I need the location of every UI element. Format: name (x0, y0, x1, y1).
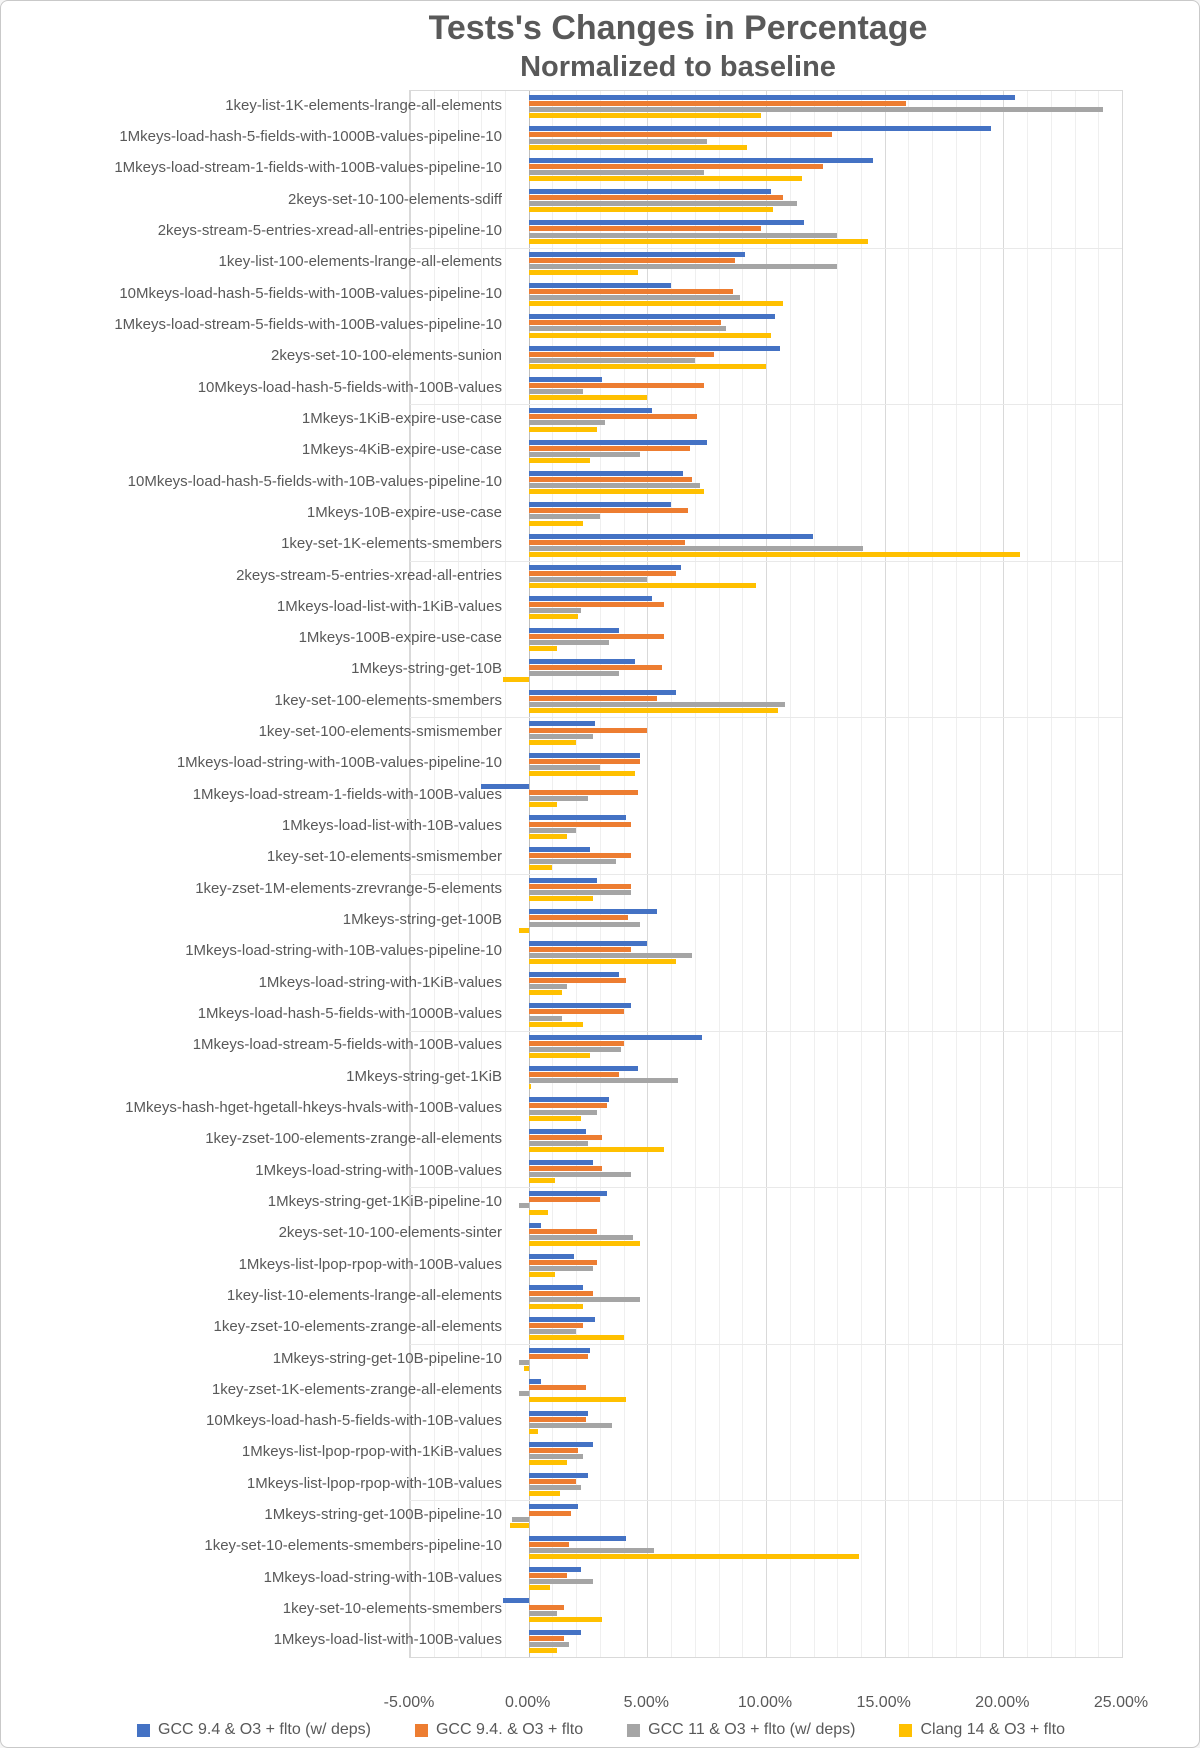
bar (529, 890, 631, 895)
bar (529, 659, 636, 664)
legend-item (899, 1721, 1065, 1739)
category-label: 1Mkeys-load-hash-5-fields-with-1000B-values-pipeline-10 (119, 129, 502, 145)
bar (529, 352, 714, 357)
category-label: 1Mkeys-list-lpop-rpop-with-100B-values (238, 1256, 502, 1273)
bar (529, 909, 657, 914)
gridline (410, 561, 1122, 562)
bar (529, 314, 776, 319)
bar (529, 1103, 607, 1108)
bar (529, 1223, 541, 1228)
bar (529, 1160, 593, 1165)
bar (529, 1285, 584, 1290)
x-tick-label: 5.00% (623, 1694, 669, 1711)
category-label: 1Mkeys-100B-expire-use-case (298, 630, 502, 647)
bar (529, 427, 598, 432)
category-label: 1Mkeys-load-stream-1-fields-with-100B-values (192, 786, 502, 803)
category-label: 2keys-set-10-100-elements-sunion (271, 348, 502, 365)
bar (529, 364, 766, 369)
bar (529, 1191, 607, 1196)
bar (529, 1078, 679, 1083)
bar (510, 1523, 529, 1528)
bar (529, 1053, 591, 1058)
bar (529, 552, 1020, 557)
category-label: 1Mkeys-load-string-with-10B-values (263, 1569, 502, 1586)
bar (529, 226, 762, 231)
bar (529, 1411, 588, 1416)
bar (529, 1385, 586, 1390)
bar (529, 583, 757, 588)
category-label: 1key-list-100-elements-lrange-all-elements (218, 254, 502, 271)
category-label: 1key-set-10-elements-smismember (266, 849, 502, 866)
bar (529, 377, 603, 382)
category-label: 1Mkeys-4KiB-expire-use-case (301, 442, 502, 459)
bar (529, 283, 671, 288)
bar (529, 953, 693, 958)
bar (529, 301, 783, 306)
bar (529, 1423, 612, 1428)
bar (529, 1611, 558, 1616)
legend-swatch (627, 1724, 640, 1737)
bar (529, 865, 553, 870)
category-label: 10Mkeys-load-hash-5-fields-with-100B-values-pipeline-10 (119, 285, 502, 302)
bar (529, 489, 705, 494)
bar (529, 239, 868, 244)
category-label: 1Mkeys-string-get-1KiB (346, 1068, 502, 1085)
bar (529, 565, 681, 570)
bar (529, 1147, 664, 1152)
bar (529, 702, 785, 707)
bar (529, 1304, 584, 1309)
bar (529, 571, 676, 576)
legend-item (627, 1721, 855, 1739)
bar (529, 614, 579, 619)
bar (529, 1084, 531, 1089)
bar (529, 1511, 572, 1516)
bar (529, 1554, 859, 1559)
gridline (410, 1500, 1122, 1501)
bar (529, 1297, 641, 1302)
legend-item (415, 1721, 583, 1739)
bar (529, 1642, 569, 1647)
bar (529, 884, 631, 889)
bar (529, 320, 721, 325)
bar (529, 1178, 555, 1183)
bar (529, 1072, 619, 1077)
bar (529, 1047, 622, 1052)
category-label: 1Mkeys-load-string-with-10B-values-pipeline-10 (185, 943, 502, 960)
gridline (410, 874, 1122, 875)
category-label: 1Mkeys-string-get-1KiB-pipeline-10 (267, 1193, 502, 1210)
category-label: 10Mkeys-load-hash-5-fields-with-10B-values-pipeline-10 (127, 473, 502, 490)
bar (529, 546, 864, 551)
legend-swatch (137, 1724, 150, 1737)
bar (519, 1360, 529, 1365)
bar (529, 896, 593, 901)
bar (529, 1485, 581, 1490)
bar (529, 502, 671, 507)
bar (529, 1035, 702, 1040)
bar (529, 1479, 577, 1484)
bar (529, 853, 631, 858)
bar (529, 878, 598, 883)
bar (529, 540, 686, 545)
bar (529, 596, 652, 601)
bar (529, 326, 726, 331)
bar (529, 1636, 565, 1641)
gridline (410, 1031, 1122, 1032)
bar (529, 802, 558, 807)
category-label: 1key-zset-1K-elements-zrange-all-elements (211, 1381, 502, 1398)
bar (529, 1542, 569, 1547)
category-label: 1Mkeys-load-string-with-100B-values (255, 1162, 502, 1179)
category-label: 1Mkeys-load-stream-5-fields-with-100B-values (192, 1037, 502, 1054)
bar (529, 608, 581, 613)
bar (529, 1473, 588, 1478)
bar (529, 984, 567, 989)
gridline (410, 1187, 1122, 1188)
bar (529, 139, 707, 144)
bar (529, 1016, 562, 1021)
bar (529, 671, 619, 676)
category-label: 1Mkeys-load-stream-1-fields-with-100B-values-pipeline-10 (114, 160, 502, 177)
category-label: 1Mkeys-load-list-with-1KiB-values (276, 598, 502, 615)
bar (529, 395, 648, 400)
bar (529, 195, 783, 200)
bar (529, 471, 683, 476)
bar (529, 1548, 655, 1553)
bar (529, 1129, 586, 1134)
bar (529, 389, 584, 394)
legend-label: GCC 11 & O3 + flto (w/ deps) (648, 1721, 856, 1738)
legend-item (137, 1721, 371, 1739)
bar (529, 978, 626, 983)
bar (529, 828, 577, 833)
bar (529, 1116, 581, 1121)
bar (529, 1009, 624, 1014)
bar (529, 1460, 567, 1465)
bar (529, 1003, 631, 1008)
bar (529, 790, 638, 795)
bar (529, 483, 700, 488)
bar (512, 1517, 529, 1522)
bar (529, 145, 747, 150)
category-label: 1Mkeys-string-get-10B-pipeline-10 (272, 1350, 502, 1367)
bar (529, 521, 584, 526)
bar (529, 440, 707, 445)
x-tick-label: 0.00% (505, 1694, 551, 1711)
bar (529, 990, 562, 995)
bar (529, 634, 664, 639)
bar (529, 577, 648, 582)
bar (529, 1254, 574, 1259)
bar (529, 1235, 633, 1240)
bar (529, 1291, 593, 1296)
bar (529, 458, 591, 463)
bar (529, 915, 629, 920)
legend-swatch (415, 1724, 428, 1737)
bar (529, 740, 577, 745)
x-tick-label: 20.00% (975, 1694, 1030, 1711)
bar (529, 1335, 624, 1340)
bar (529, 1241, 641, 1246)
bar (529, 233, 838, 238)
bar (529, 158, 873, 163)
category-label: 1key-list-1K-elements-lrange-all-elements (225, 97, 502, 114)
bar (519, 928, 529, 933)
category-label: 1key-zset-100-elements-zrange-all-elements (205, 1131, 502, 1148)
bar (529, 947, 631, 952)
bar (529, 358, 695, 363)
bar (529, 1166, 603, 1171)
bar (529, 815, 626, 820)
bar (529, 170, 705, 175)
bar (529, 972, 619, 977)
category-label: 1Mkeys-load-stream-5-fields-with-100B-values-pipeline-10 (114, 316, 502, 333)
bar (529, 295, 740, 300)
bar (529, 452, 641, 457)
bar (529, 126, 992, 131)
bar (529, 859, 617, 864)
category-label: 1key-set-1K-elements-smembers (281, 536, 502, 553)
bar (529, 834, 567, 839)
bar (529, 1429, 539, 1434)
bar (529, 1041, 624, 1046)
bar (519, 1391, 529, 1396)
category-label: 1Mkeys-list-lpop-rpop-with-10B-values (246, 1475, 502, 1492)
category-label: 1Mkeys-load-hash-5-fields-with-1000B-values (197, 1005, 502, 1022)
bar (529, 822, 631, 827)
bar (529, 759, 641, 764)
bar (529, 514, 600, 519)
bar (529, 383, 705, 388)
gridline (410, 248, 1122, 249)
category-label: 1Mkeys-string-get-10B (351, 661, 502, 678)
bar (529, 1022, 584, 1027)
bar (529, 1197, 600, 1202)
bar (529, 941, 648, 946)
bar (519, 1203, 529, 1208)
category-label: 1Mkeys-load-list-with-10B-values (281, 818, 502, 834)
bar (529, 1348, 591, 1353)
bar (529, 1210, 548, 1215)
bar (529, 252, 745, 257)
bar (529, 164, 823, 169)
bar (529, 333, 771, 338)
bar (529, 1260, 598, 1265)
bar (529, 534, 814, 539)
bar (529, 1329, 577, 1334)
bar (529, 602, 664, 607)
gridline (410, 1344, 1122, 1345)
bar (529, 1397, 626, 1402)
x-tick-label: 25.00% (1093, 1694, 1149, 1711)
bar (529, 477, 693, 482)
bar (529, 289, 733, 294)
legend-swatch (899, 1724, 912, 1737)
bar (529, 728, 648, 733)
gridline (1122, 91, 1123, 1657)
bar (529, 1605, 565, 1610)
bar (529, 1504, 579, 1509)
bar (529, 1266, 593, 1271)
legend-label: GCC 9.4 & O3 + flto (w/ deps) (157, 1721, 371, 1738)
bar (524, 1366, 529, 1371)
bar (529, 408, 652, 413)
category-label: 1Mkeys-hash-hget-hgetall-hkeys-hvals-with-100B-values (125, 1099, 502, 1116)
bar (529, 1317, 596, 1322)
chart-title: Tests's Changes in Percentage (428, 9, 928, 47)
category-label: 1Mkeys-list-lpop-rpop-with-1KiB-values (241, 1444, 502, 1461)
category-label: 2keys-stream-5-entries-xread-all-entries-pipeline-10 (157, 222, 502, 239)
category-label: 1Mkeys-load-list-with-100B-values (273, 1632, 502, 1649)
bar (529, 176, 802, 181)
bar (529, 264, 838, 269)
bar (529, 922, 641, 927)
category-label: 1Mkeys-load-string-with-1KiB-values (258, 974, 502, 991)
bar (529, 734, 593, 739)
bar (529, 1579, 593, 1584)
x-tick-label: 10.00% (737, 1694, 793, 1711)
bar (529, 690, 676, 695)
bar (529, 1536, 626, 1541)
bar (529, 1454, 584, 1459)
legend-label: GCC 9.4. & O3 + flto (435, 1721, 584, 1738)
chart-subtitle: Normalized to baseline (520, 51, 836, 83)
category-label: 1key-zset-1M-elements-zrevrange-5-elements (195, 880, 502, 897)
bar (529, 1648, 558, 1653)
bar (529, 640, 610, 645)
category-label: 1Mkeys-load-string-with-100B-values-pipeline-10 (176, 755, 502, 772)
bar (529, 189, 771, 194)
bar (529, 1448, 579, 1453)
category-label: 2keys-stream-5-entries-xread-all-entries (236, 567, 502, 584)
bar (529, 1110, 598, 1115)
category-label: 10Mkeys-load-hash-5-fields-with-10B-values (206, 1413, 502, 1430)
bar (503, 677, 529, 682)
category-label: 1Mkeys-10B-expire-use-case (306, 504, 502, 521)
bar (529, 220, 804, 225)
bar (529, 201, 797, 206)
bar (529, 346, 781, 351)
x-tick-label: 15.00% (856, 1694, 911, 1711)
bar (529, 1585, 550, 1590)
bar (529, 771, 636, 776)
category-label: 10Mkeys-load-hash-5-fields-with-100B-values (197, 379, 502, 396)
bar (529, 207, 774, 212)
category-label: 1key-set-100-elements-smismember (258, 724, 502, 741)
bar (529, 101, 906, 106)
bar (529, 1135, 603, 1140)
bar (529, 1272, 555, 1277)
gridline (410, 717, 1122, 718)
bar (529, 1417, 586, 1422)
bar (529, 753, 641, 758)
bar (529, 1066, 638, 1071)
bar (529, 414, 698, 419)
bar (529, 508, 688, 513)
legend (137, 1721, 1065, 1739)
bar (529, 1354, 588, 1359)
bar (529, 1172, 631, 1177)
bar (529, 95, 1016, 100)
bar (529, 1630, 581, 1635)
category-label: 1Mkeys-string-get-100B-pipeline-10 (264, 1507, 502, 1524)
bar (529, 1491, 560, 1496)
bar (529, 765, 600, 770)
bar (529, 959, 676, 964)
bar (529, 1442, 593, 1447)
bar (503, 1598, 529, 1603)
bar (529, 258, 736, 263)
bar (529, 132, 833, 137)
bar (529, 646, 558, 651)
bar (529, 1573, 567, 1578)
bar (529, 420, 605, 425)
bar (529, 1229, 598, 1234)
bar (529, 628, 619, 633)
category-label: 1Mkeys-1KiB-expire-use-case (301, 410, 502, 427)
category-label: 1key-set-10-elements-smembers-pipeline-10 (204, 1538, 502, 1555)
bar (529, 708, 778, 713)
gridline (410, 404, 1122, 405)
category-label: 1key-zset-10-elements-zrange-all-elements (213, 1319, 502, 1336)
bar (529, 107, 1103, 112)
bar (529, 1379, 541, 1384)
legend-label: Clang 14 & O3 + flto (920, 1721, 1066, 1738)
bar (529, 446, 690, 451)
bar (529, 1567, 581, 1572)
category-label: 1key-set-10-elements-smembers (282, 1601, 502, 1617)
category-label: 2keys-set-10-100-elements-sdiff (288, 191, 502, 208)
plot-area (409, 90, 1123, 1658)
bar (529, 1323, 584, 1328)
bar (529, 696, 657, 701)
category-label: 2keys-set-10-100-elements-sinter (278, 1225, 502, 1242)
bar (529, 113, 762, 118)
bar (529, 721, 596, 726)
category-label: 1key-set-100-elements-smembers (274, 692, 502, 709)
category-label: 1key-list-10-elements-lrange-all-elements (226, 1287, 502, 1304)
bar (529, 1617, 603, 1622)
bar (529, 1097, 610, 1102)
bar (529, 665, 662, 670)
bar (529, 270, 638, 275)
bar (529, 847, 591, 852)
bar (529, 1141, 588, 1146)
x-tick-label: -5.00% (383, 1694, 435, 1711)
bar (529, 796, 588, 801)
category-label: 1Mkeys-string-get-100B (342, 912, 502, 928)
